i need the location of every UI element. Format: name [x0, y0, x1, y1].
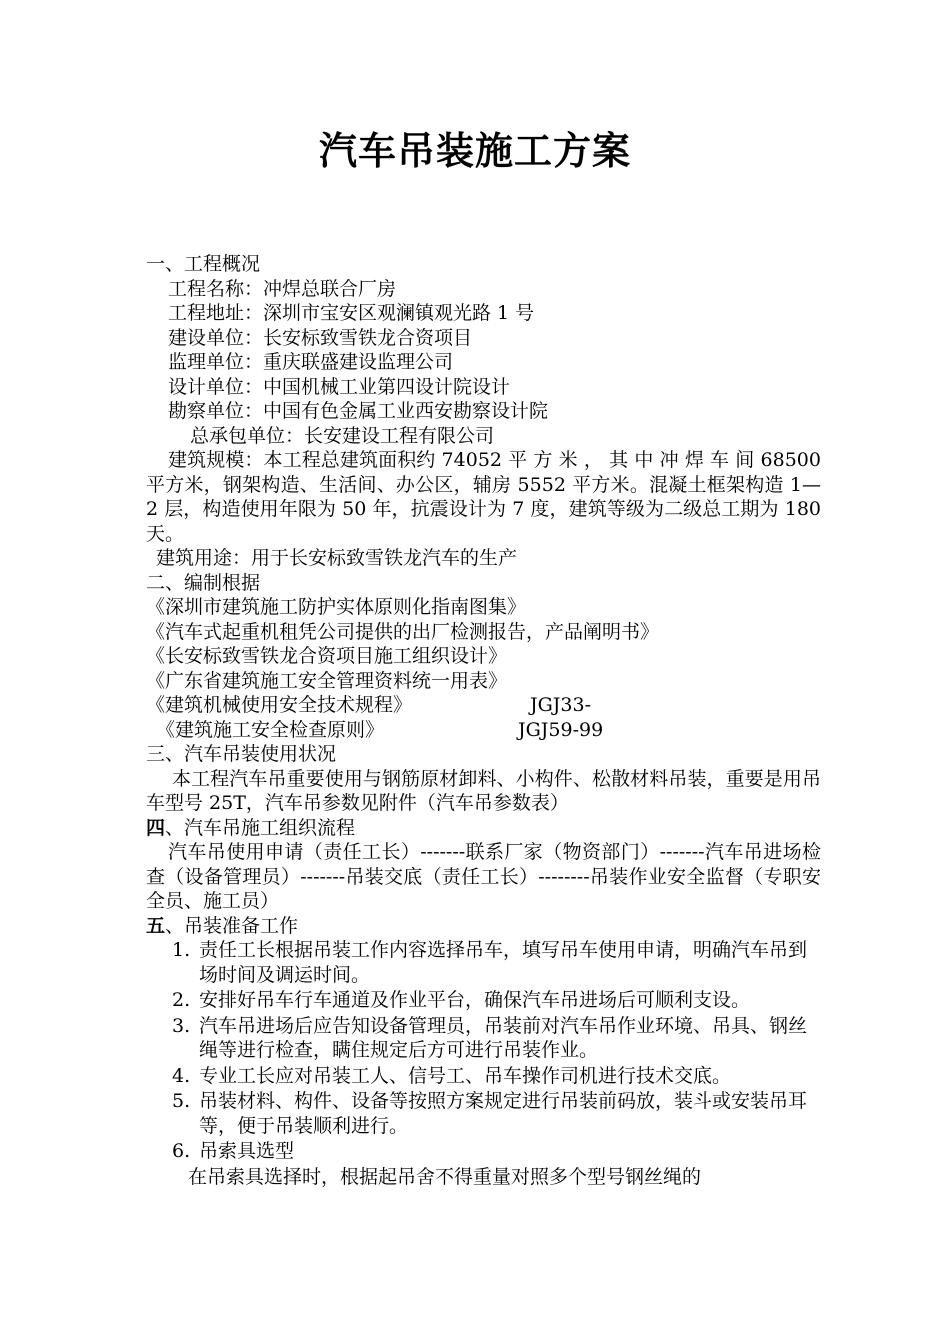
list-item — [146, 1139, 821, 1164]
section-5-heading — [146, 914, 821, 939]
contractor-line: 总承包单位：长安建设工程有限公司 — [190, 424, 495, 447]
reference-code: JGJ59-99 — [518, 718, 604, 741]
reference-name: 《建筑机械使用安全技术规程》 — [146, 694, 413, 716]
section-5-number: 五 — [146, 914, 166, 937]
section-5-title: 、吊装准备工作 — [165, 914, 299, 937]
building-scale-paragraph: 建筑规模：本工程总建筑面积约 74052 平 方 米 ， 其 中 冲 焊 车 间 68500 平方米，钢架构造、生活间、办公区，辅房 5552 平方米。混凝土框架构造 1—2 层，构造使用年限为 50 年，抗震设计为 7 度，建筑等级为二级总工期为 180 天。 — [146, 449, 821, 545]
list-item-number: 5. — [172, 1090, 191, 1112]
designer-line: 设计单位：中国机械工业第四设计院设计 — [168, 375, 511, 398]
list-item-text: 专业工长应对吊装工人、信号工、吊车操作司机进行技术交底。 — [199, 1064, 732, 1087]
list-item — [146, 988, 821, 1013]
reference-item: 《汽车式起重机租凭公司提供的出厂检测报告，产品阐明书》 — [146, 620, 660, 643]
document-title: 汽车吊装施工方案 — [318, 129, 631, 173]
survey-line: 勘察单位：中国有色金属工业西安勘察设计院 — [168, 400, 549, 422]
crane-usage-paragraph: 本工程汽车吊重要使用与钢筋原材卸料、小构件、松散材料吊装，重要是用吊车型号 25T，汽车吊参数见附件（汽车吊参数表） — [146, 767, 821, 814]
list-item — [146, 1089, 821, 1138]
list-item-number: 4. — [172, 1064, 191, 1087]
list-item-number: 1. — [172, 939, 191, 961]
section-4-heading — [146, 816, 821, 841]
list-item-number: 6. — [172, 1140, 191, 1162]
reference-item-with-code — [146, 693, 821, 718]
rigging-selection-text: 在吊索具选择时，根据起吊舍不得重量对照多个型号钢丝绳的 — [188, 1165, 702, 1188]
reference-item: 《广东省建筑施工安全管理资料统一用表》 — [146, 669, 508, 692]
reference-item-with-code — [146, 718, 821, 743]
supervisor-line: 监理单位：重庆联盛建设监理公司 — [168, 351, 454, 373]
list-item-number: 2. — [172, 989, 191, 1011]
building-use-line: 建筑用途：用于长安标致雪铁龙汽车的生产 — [156, 547, 518, 569]
list-item-text: 吊索具选型 — [199, 1140, 295, 1162]
list-item-text: 安排好吊车行车通道及作业平台，确保汽车吊进场后可顺利支设。 — [199, 989, 751, 1011]
document-body — [146, 252, 821, 1189]
owner-line: 建设单位：长安标致雪铁龙合资项目 — [168, 326, 473, 349]
reference-item: 《深圳市建筑施工防护实体原则化指南图集》 — [146, 596, 527, 618]
list-item-text: 吊装材料、构件、设备等按照方案规定进行吊装前码放，装斗或安装吊耳等，便于吊装顺利进行。 — [199, 1090, 808, 1137]
workflow-paragraph: 汽车吊使用申请（责任工长）-------联系厂家（物资部门）-------汽车吊进场检查（设备管理员）-------吊装交底（责任工长）--------吊装作业安全监督（专职安全员、施工员） — [146, 841, 821, 912]
reference-item: 《长安标致雪铁龙合资项目施工组织设计》 — [146, 645, 508, 667]
list-item-number: 3. — [172, 1014, 191, 1037]
list-item-text: 汽车吊进场后应告知设备管理员，吊装前对汽车吊作业环境、吊具、钢丝绳等进行检查，瞒住规定后方可进行吊装作业。 — [199, 1014, 808, 1061]
section-1-heading: 一、工程概况 — [146, 253, 261, 275]
project-address-line: 工程地址：深圳市宝安区观澜镇观光路 1 号 — [168, 302, 535, 324]
reference-name: 《建筑施工安全检查原则》 — [156, 718, 385, 741]
project-name-line: 工程名称：冲焊总联合厂房 — [168, 277, 397, 300]
list-item — [146, 1014, 821, 1063]
preparation-list — [146, 938, 821, 1164]
list-item — [146, 938, 821, 987]
list-item — [146, 1064, 821, 1089]
section-4-number: 四 — [146, 816, 166, 839]
section-2-heading: 二、编制根据 — [146, 571, 261, 594]
section-4-title: 、汽车吊施工组织流程 — [165, 816, 356, 839]
list-item-text: 责任工长根据吊装工作内容选择吊车，填写吊车使用申请，明确汽车吊到场时间及调运时间。 — [199, 939, 808, 986]
section-3-heading: 三、汽车吊装使用状况 — [146, 743, 337, 765]
reference-code: JGJ33- — [530, 694, 592, 716]
